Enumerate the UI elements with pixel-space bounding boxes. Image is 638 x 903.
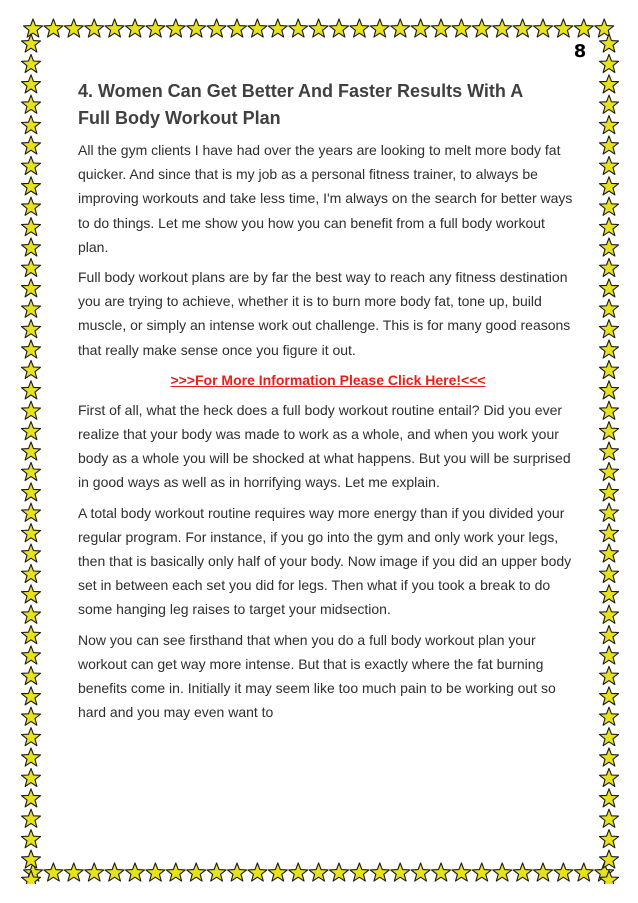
border-star-icon	[599, 218, 618, 236]
border-star-icon	[472, 863, 491, 881]
border-star-icon	[44, 863, 63, 881]
border-star-icon	[452, 863, 471, 881]
border-star-icon	[21, 687, 40, 705]
border-star-icon	[431, 863, 450, 881]
border-star-icon	[21, 503, 40, 521]
border-star-icon	[21, 279, 40, 297]
border-star-icon	[554, 863, 573, 881]
border-star-icon	[21, 197, 40, 215]
border-star-icon	[599, 320, 618, 338]
section-heading-line1: 4. Women Can Get Better And Faster Results With A	[78, 81, 524, 101]
border-star-icon	[21, 585, 40, 603]
border-star-icon	[125, 863, 144, 881]
border-star-icon	[268, 19, 287, 37]
border-star-icon	[599, 748, 618, 766]
border-star-icon	[21, 524, 40, 542]
border-star-icon	[146, 19, 165, 37]
border-star-icon	[513, 863, 532, 881]
border-star-icon	[599, 707, 618, 725]
border-star-icon	[599, 768, 618, 786]
border-star-icon	[21, 605, 40, 623]
border-star-icon	[21, 360, 40, 378]
border-star-icon	[21, 54, 40, 72]
border-star-icon	[21, 483, 40, 501]
border-star-icon	[187, 863, 206, 881]
border-star-icon	[64, 19, 83, 37]
star-border-bottom	[22, 862, 614, 884]
paragraph-4: A total body workout routine requires way more energy than if you divided your regular program. For instance, if you go into the gym and only work your legs, then that is basically only half of your body. Now image if you did an upper body set in between each set you did for legs. Then what if you took a break to do some hanging leg raises to target your midsection.	[78, 504, 572, 618]
border-star-icon	[599, 136, 618, 154]
border-star-icon	[21, 75, 40, 93]
border-star-icon	[513, 19, 532, 37]
border-star-icon	[105, 19, 124, 37]
border-star-icon	[472, 19, 491, 37]
border-star-icon	[599, 116, 618, 134]
border-star-icon	[533, 19, 552, 37]
border-star-icon	[411, 19, 430, 37]
border-star-icon	[599, 666, 618, 684]
border-star-icon	[289, 19, 308, 37]
border-star-icon	[21, 728, 40, 746]
border-star-icon	[21, 422, 40, 440]
border-star-icon	[187, 19, 206, 37]
border-star-icon	[493, 19, 512, 37]
border-star-icon	[599, 442, 618, 460]
border-star-icon	[166, 19, 185, 37]
border-star-icon	[21, 707, 40, 725]
border-star-icon	[599, 503, 618, 521]
border-star-icon	[21, 626, 40, 644]
border-star-icon	[599, 809, 618, 827]
paragraph-3: First of all, what the heck does a full body workout routine entail? Did you ever realize that your body was made to work as a whole, and when you work your body as a whole you will be shocked at what happens. But you will be surprised in good ways as well as in horrifying ways. Let me explain.	[78, 401, 571, 491]
border-star-icon	[21, 442, 40, 460]
border-star-icon	[21, 666, 40, 684]
border-star-icon	[599, 462, 618, 480]
border-star-icon	[329, 863, 348, 881]
border-star-icon	[21, 34, 40, 52]
section-heading	[78, 78, 578, 132]
border-star-icon	[599, 544, 618, 562]
border-star-icon	[599, 75, 618, 93]
page-content	[78, 78, 578, 730]
border-star-icon	[599, 483, 618, 501]
border-star-icon	[21, 299, 40, 317]
border-star-icon	[268, 863, 287, 881]
border-star-icon	[21, 646, 40, 664]
border-star-icon	[493, 863, 512, 881]
border-star-icon	[599, 279, 618, 297]
border-star-icon	[21, 401, 40, 419]
border-star-icon	[599, 850, 618, 868]
border-star-icon	[599, 728, 618, 746]
border-star-icon	[21, 789, 40, 807]
border-star-icon	[21, 258, 40, 276]
border-star-icon	[599, 524, 618, 542]
border-star-icon	[207, 863, 226, 881]
border-star-icon	[599, 34, 618, 52]
section-heading-line2: Full Body Workout Plan	[78, 108, 281, 128]
border-star-icon	[599, 830, 618, 848]
border-star-icon	[533, 863, 552, 881]
border-star-icon	[599, 95, 618, 113]
border-star-icon	[574, 863, 593, 881]
border-star-icon	[599, 789, 618, 807]
border-star-icon	[350, 863, 369, 881]
border-star-icon	[21, 748, 40, 766]
border-star-icon	[599, 177, 618, 195]
border-star-icon	[411, 863, 430, 881]
border-star-icon	[554, 19, 573, 37]
star-border-top	[22, 18, 614, 40]
more-info-line	[78, 368, 578, 392]
border-star-icon	[248, 19, 267, 37]
border-star-icon	[599, 238, 618, 256]
border-star-icon	[21, 768, 40, 786]
border-star-icon	[452, 19, 471, 37]
border-star-icon	[21, 156, 40, 174]
border-star-icon	[21, 218, 40, 236]
border-star-icon	[105, 863, 124, 881]
border-star-icon	[599, 381, 618, 399]
star-border-right	[598, 22, 620, 884]
border-star-icon	[21, 340, 40, 358]
border-star-icon	[21, 136, 40, 154]
border-star-icon	[599, 585, 618, 603]
border-star-icon	[599, 299, 618, 317]
border-star-icon	[21, 462, 40, 480]
page-number: 8	[573, 41, 587, 62]
border-star-icon	[599, 401, 618, 419]
border-star-icon	[599, 197, 618, 215]
border-star-icon	[21, 320, 40, 338]
border-star-icon	[21, 95, 40, 113]
border-star-icon	[85, 863, 104, 881]
border-star-icon	[64, 863, 83, 881]
border-star-icon	[391, 19, 410, 37]
paragraph-5: Now you can see firsthand that when you do a full body workout plan your workout can get way more intense. But that is exactly where the fat burning benefits come in. Initially it may seem like too much pain to be working out so hard and you may even want to	[78, 631, 556, 721]
border-star-icon	[329, 19, 348, 37]
paragraph-2: Full body workout plans are by far the best way to reach any fitness destination you are trying to achieve, whether it is to burn more body fat, tone up, build muscle, or simply an intense work out challenge. This is for many good reasons that really make sense once you figure it out.	[78, 269, 571, 358]
border-star-icon	[599, 687, 618, 705]
border-star-icon	[599, 646, 618, 664]
border-star-icon	[21, 381, 40, 399]
border-star-icon	[599, 360, 618, 378]
border-star-icon	[289, 863, 308, 881]
border-star-icon	[207, 19, 226, 37]
border-star-icon	[599, 54, 618, 72]
border-star-icon	[21, 830, 40, 848]
border-star-icon	[599, 340, 618, 358]
border-star-icon	[599, 156, 618, 174]
border-star-icon	[599, 605, 618, 623]
border-star-icon	[85, 19, 104, 37]
border-star-icon	[21, 177, 40, 195]
border-star-icon	[599, 564, 618, 582]
border-star-icon	[166, 863, 185, 881]
border-star-icon	[309, 19, 328, 37]
border-star-icon	[146, 863, 165, 881]
border-star-icon	[309, 863, 328, 881]
border-star-icon	[350, 19, 369, 37]
border-star-icon	[21, 116, 40, 134]
more-info-link[interactable]: >>>For More Information Please Click Here!<<<	[170, 371, 486, 388]
border-star-icon	[21, 850, 40, 868]
border-star-icon	[391, 863, 410, 881]
border-star-icon	[125, 19, 144, 37]
border-star-icon	[370, 863, 389, 881]
border-star-icon	[574, 19, 593, 37]
border-star-icon	[370, 19, 389, 37]
border-star-icon	[599, 870, 618, 884]
border-star-icon	[227, 19, 246, 37]
border-star-icon	[248, 863, 267, 881]
border-star-icon	[599, 258, 618, 276]
paragraph-1: All the gym clients I have had over the years are looking to melt more body fat quicker. And since that is my job as a personal fitness trainer, to always be improving workouts and take less time, I'm always on the search for better ways to do things. Let me show you how you can benefit from a full body workout plan.	[78, 142, 573, 255]
star-border-left	[20, 22, 42, 884]
border-star-icon	[44, 19, 63, 37]
border-star-icon	[21, 544, 40, 562]
border-star-icon	[431, 19, 450, 37]
border-star-icon	[21, 870, 40, 884]
border-star-icon	[21, 238, 40, 256]
border-star-icon	[599, 626, 618, 644]
border-star-icon	[21, 809, 40, 827]
border-star-icon	[599, 422, 618, 440]
border-star-icon	[227, 863, 246, 881]
border-star-icon	[21, 564, 40, 582]
